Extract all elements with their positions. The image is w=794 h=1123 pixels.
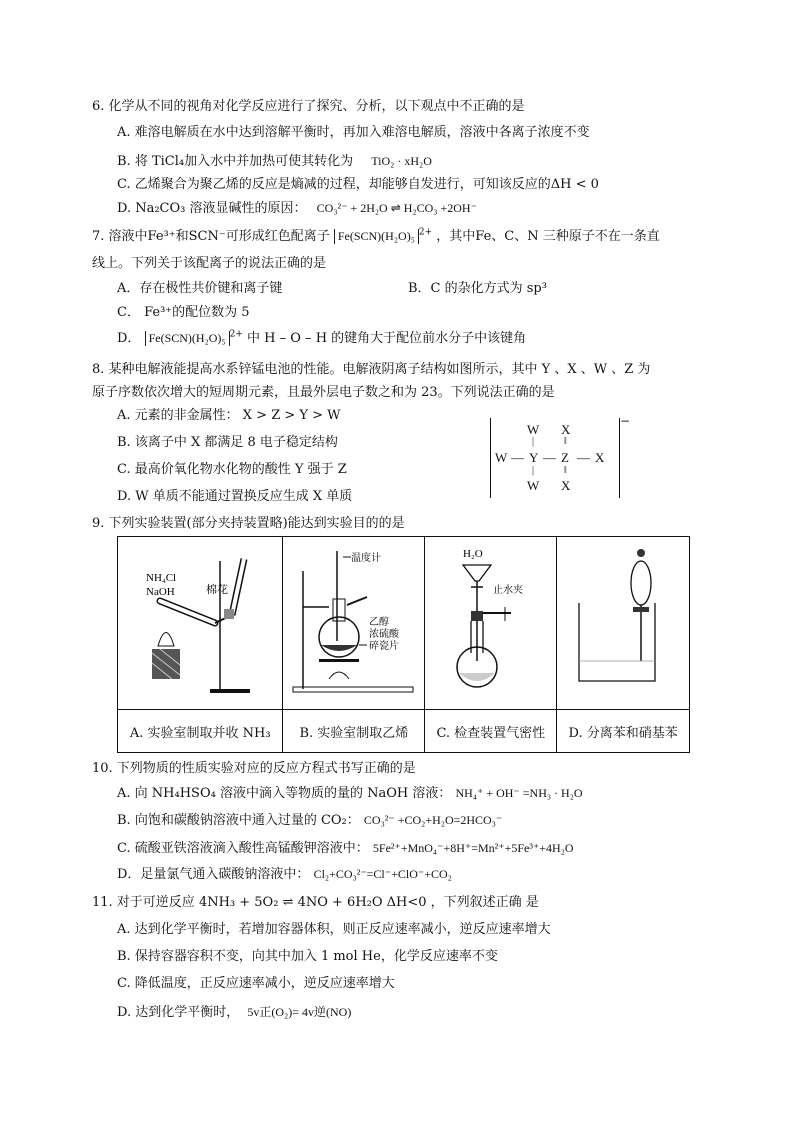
label-clamp: 止水夹	[492, 585, 523, 596]
struct-x-right: X	[595, 450, 605, 465]
q7-option-d	[117, 327, 526, 346]
q8-option-d: D. W 单质不能通过置换反应生成 X 单质	[117, 489, 353, 504]
q10-option-d-formula: Cl₂+CO₃²⁻=Cl⁻+ClO⁻+CO₂	[313, 867, 452, 881]
struct-w-top: W	[527, 422, 540, 437]
q11-option-b: B. 保持容器容积不变，向其中加入 1 mol He，化学反应速率不变	[117, 949, 498, 964]
q6-option-d-formula: CO₃²⁻ + 2H₂O ⇌ H₂CO₃ +2OH⁻	[316, 201, 477, 215]
q10-stem: 10. 下列物质的性质实验对应的反应方程式书写正确的是	[92, 761, 416, 776]
q10-option-b-formula: CO₃²⁻ +CO₂+H₂O=2HCO₃⁻	[363, 813, 503, 827]
q10-option-d-text: D．足量氯气通入碳酸钠溶液中：	[117, 867, 310, 882]
q10-option-d	[117, 863, 452, 882]
q11-option-c: C. 降低温度，正反应速率减小，逆反应速率增大	[117, 976, 395, 991]
q7-option-d-label: D．	[117, 331, 141, 346]
q7-option-d-complex	[145, 331, 230, 346]
q8-option-c: C. 最高价氧化物水化物的酸性 Y 强于 Z	[117, 462, 347, 477]
q10-option-b-text: B. 向饱和碳酸钠溶液中通入过量的 CO₂：	[117, 813, 360, 828]
caption-d: D. 分离苯和硝基苯	[557, 710, 690, 753]
ethylene-apparatus-icon	[285, 541, 423, 701]
label-water: H₂O	[462, 548, 483, 560]
q9-stem: 9. 下列实验装置(部分夹持装置略)能达到实验目的的是	[92, 516, 405, 531]
q10-option-c-formula: 5Fe²⁺+MnO₄⁻+8H⁺=Mn²⁺+5Fe³⁺+4H₂O	[372, 841, 574, 855]
label-nh4cl: NH₄Cl	[146, 572, 177, 584]
q7-option-c: C． Fe³⁺的配位数为 5	[117, 305, 250, 320]
label-acid: 浓硫酸	[368, 629, 399, 640]
caption-a: A. 实验室制取并收 NH₃	[118, 710, 283, 753]
apparatus-a	[118, 537, 283, 710]
q6-option-d-text: D. Na₂CO₃ 溶液显碱性的原因：	[117, 201, 307, 216]
struct-bond-left: —	[511, 450, 524, 465]
caption-b: B. 实验室制取乙烯	[283, 710, 425, 753]
struct-z: Z	[561, 450, 569, 465]
apparatus-table	[117, 536, 690, 753]
label-porcelain: 碎瓷片	[368, 641, 399, 652]
q8-option-a: A. 元素的非金属性： X > Z > Y > W	[117, 408, 341, 423]
label-thermometer: 温度计	[350, 553, 381, 564]
apparatus-d	[557, 537, 690, 710]
separatory-funnel-icon	[559, 541, 687, 701]
q6-option-b-text: B. 将 TiCl₄加入水中并加热可使其转化为	[117, 154, 354, 169]
q8-stem-line1: 8. 某种电解液能提高水系锌锰电池的性能。电解液阴离子结构如图所示，其中 Y 、X 、W 、Z 为	[92, 362, 651, 377]
struct-double-bond-top: ‖	[564, 436, 567, 447]
q10-option-a-formula: NH₄⁺ + OH⁻ =NH₃ · H₂O	[455, 786, 583, 800]
struct-w-bottom: W	[527, 478, 540, 493]
q7-option-b: B．C 的杂化方式为 sp³	[408, 281, 547, 296]
q6-stem: 6. 化学从不同的视角对化学反应进行了探究、分析，以下观点中不正确的是	[92, 99, 525, 114]
struct-bond-top: |	[532, 436, 535, 447]
struct-double-bond-bottom: ‖	[564, 465, 567, 476]
q7-option-a: A．存在极性共价键和离子键	[117, 281, 283, 296]
q10-option-c	[117, 837, 574, 856]
anion-structure	[490, 418, 620, 498]
label-naoh: NaOH	[146, 586, 175, 598]
q7-option-d-complex-formula: Fe(SCN)(H₂O)₅	[148, 331, 226, 345]
airtight-check-icon	[427, 541, 555, 701]
q7-complex-charge: 2+	[418, 227, 433, 238]
label-cotton: 棉花	[206, 583, 229, 596]
struct-w-left: W	[495, 450, 508, 465]
apparatus-b	[283, 537, 425, 710]
q10-option-c-text: C. 硫酸亚铁溶液滴入酸性高锰酸钾溶液中：	[117, 841, 369, 856]
q10-option-a	[117, 782, 583, 801]
q7-option-d-text: 中 H – O – H 的键角大于配位前水分子中该键角	[247, 331, 527, 346]
q6-option-b-formula: TiO₂ · xH₂O	[371, 154, 432, 168]
struct-x-top: X	[561, 422, 571, 437]
q7-complex-formula: Fe(SCN)(H₂O)₅	[337, 229, 415, 243]
q7-option-d-charge: 2+	[229, 329, 243, 340]
q7-stem-start: 7. 溶液中Fe³⁺和SCN⁻可形成红色配离子	[92, 229, 330, 244]
q6-option-c: C. 乙烯聚合为聚乙烯的反应是熵减的过程，却能够自发进行，可知该反应的ΔH < 0	[117, 177, 599, 192]
q6-option-b	[117, 150, 432, 169]
struct-bond-right: —	[577, 450, 590, 465]
q10-option-a-text: A. 向 NH₄HSO₄ 溶液中滴入等物质的量的 NaOH 溶液：	[117, 786, 452, 801]
q6-option-d	[117, 197, 477, 216]
q7-stem-line1	[92, 225, 660, 244]
q8-stem-line2: 原子序数依次增大的短周期元素，且最外层电子数之和为 23。下列说法正确的是	[92, 385, 555, 400]
q7-complex-ion	[334, 229, 419, 244]
caption-c: C. 检查装置气密性	[425, 710, 557, 753]
struct-charge: −	[620, 414, 631, 428]
struct-y: Y	[529, 450, 539, 465]
nh3-apparatus-icon	[120, 541, 280, 701]
label-ethanol: 乙醇	[368, 617, 389, 628]
q11-option-a: A. 达到化学平衡时，若增加容器体积，则正反应速率减小，逆反应速率增大	[117, 922, 551, 937]
q8-option-b: B. 该离子中 X 都满足 8 电子稳定结构	[117, 435, 338, 450]
q11-option-d-formula: 5v正(O₂)= 4v逆(NO)	[247, 1005, 352, 1019]
q11-stem: 11. 对于可逆反应 4NH₃ + 5O₂ ⇌ 4NO + 6H₂O ΔH<0 ，下列叙述正确 是	[92, 895, 539, 910]
struct-bond-bottom: |	[532, 465, 535, 476]
q7-stem-end: ，其中Fe、C、N 三种原子不在一条直	[436, 229, 660, 244]
q6-option-a: A. 难溶电解质在水中达到溶解平衡时，再加入难溶电解质，溶液中各离子浓度不变	[117, 125, 590, 140]
q7-stem-line2: 线上。下列关于该配离子的说法正确的是	[92, 256, 327, 271]
apparatus-c	[425, 537, 557, 710]
q11-option-d-text: D. 达到化学平衡时，	[117, 1005, 240, 1020]
q11-option-d	[117, 1001, 351, 1020]
struct-bond-mid: —	[543, 450, 556, 465]
q10-option-b	[117, 809, 502, 828]
struct-x-bottom: X	[561, 478, 571, 493]
